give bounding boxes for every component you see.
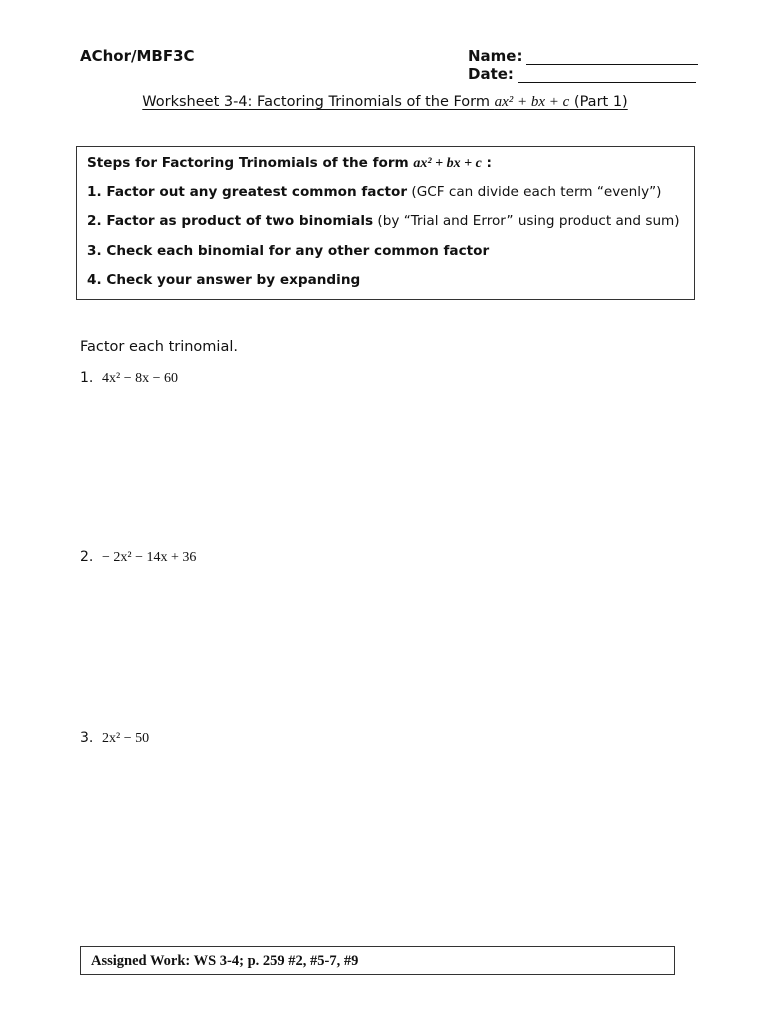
title-math: ax² + bx + c: [494, 94, 570, 110]
step-item: [87, 213, 680, 229]
step-item-note: (by “Trial and Error” using product and sum): [373, 213, 680, 229]
steps-heading-prefix: Steps for Factoring Trinomials of the form: [87, 155, 414, 171]
steps-box: [76, 146, 695, 300]
problem-number: 2.: [80, 549, 94, 565]
problem-number: 3.: [80, 730, 94, 746]
step-item-bold: 1. Factor out any greatest common factor: [87, 184, 408, 200]
date-blank-line: [518, 68, 696, 83]
name-field: [468, 47, 698, 65]
name-blank-line: [526, 50, 698, 65]
steps-heading-math: ax² + bx + c: [413, 156, 482, 171]
steps-heading: [87, 155, 492, 172]
instruction-text: Factor each trinomial.: [80, 339, 238, 355]
worksheet-title: [0, 94, 770, 111]
step-item: [87, 272, 360, 288]
problem-item: [80, 549, 196, 566]
step-item-note: (GCF can divide each term “evenly”): [407, 184, 662, 200]
problem-expression: 2x² − 50: [102, 731, 150, 746]
date-label: Date:: [468, 65, 514, 83]
step-item: [87, 243, 489, 259]
step-item: [87, 184, 661, 200]
steps-heading-suffix: :: [481, 155, 492, 171]
problem-number: 1.: [80, 370, 94, 386]
problem-expression: 4x² − 8x − 60: [102, 371, 178, 386]
assigned-work-text: Assigned Work: WS 3-4; p. 259 #2, #5-7, #9: [91, 953, 359, 969]
name-label: Name:: [468, 47, 523, 65]
problem-item: [80, 730, 149, 747]
title-suffix: (Part 1): [569, 94, 628, 110]
step-item-bold: 3. Check each binomial for any other common factor: [87, 243, 490, 259]
step-item-bold: 2. Factor as product of two binomials: [87, 213, 374, 229]
title-prefix: Worksheet 3-4: Factoring Trinomials of the Form: [142, 94, 495, 110]
problem-item: [80, 370, 178, 387]
date-field: [468, 65, 696, 83]
problem-expression: − 2x² − 14x + 36: [102, 550, 197, 565]
step-item-bold: 4. Check your answer by expanding: [87, 272, 361, 288]
assigned-work-box: [80, 946, 675, 975]
course-code: AChor/MBF3C: [80, 47, 195, 65]
